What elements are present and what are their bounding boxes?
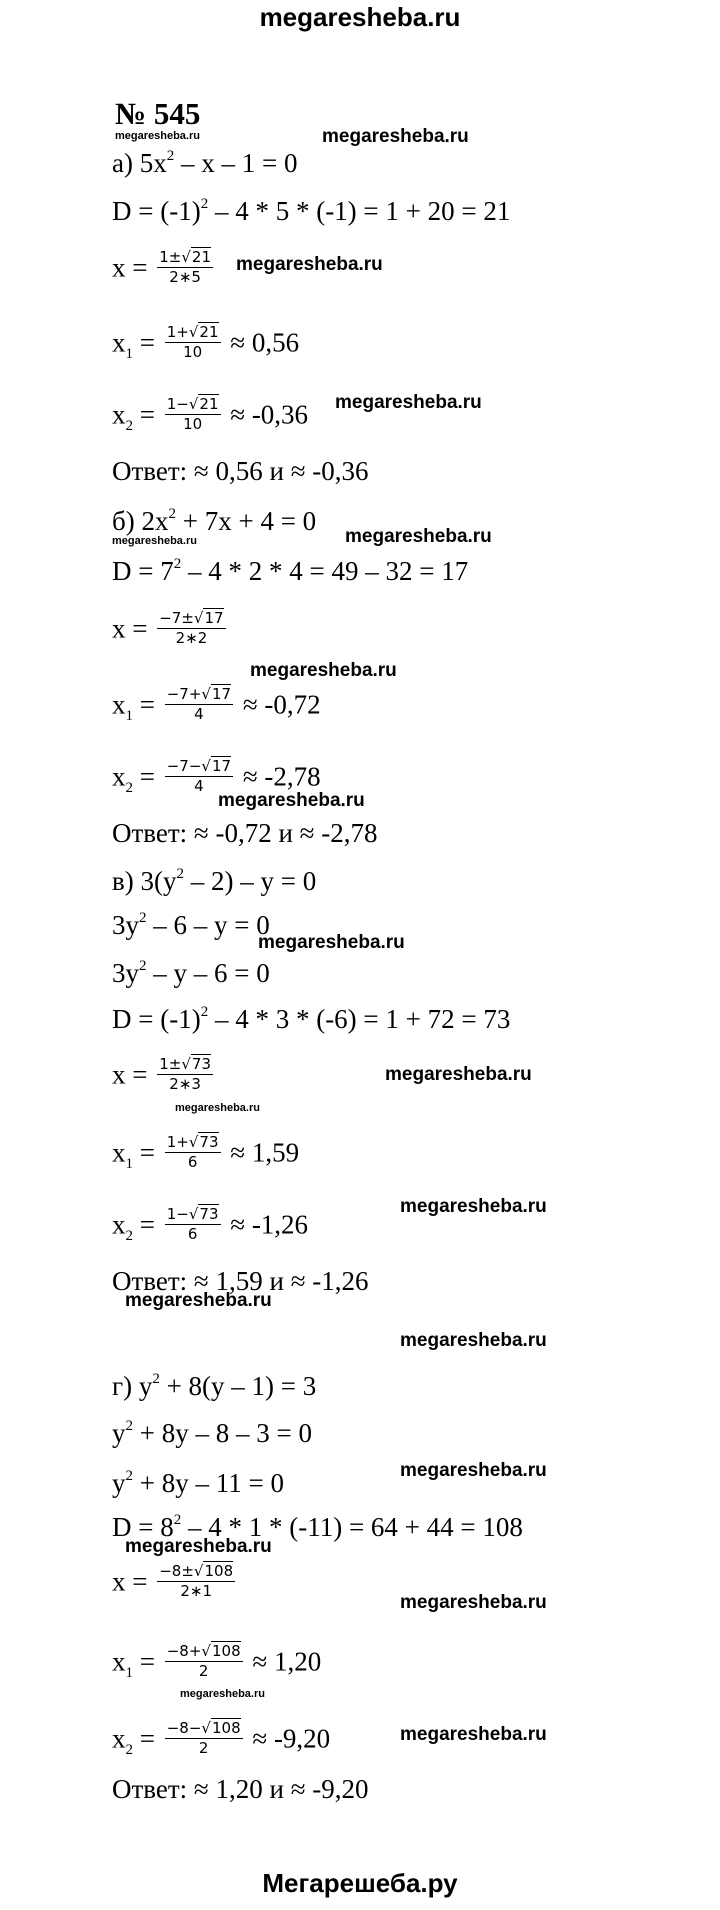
part-b-x1: $x_1$ = $\frac{-7+√17}{4}$ ≈ -0,72 [112,685,321,724]
fraction: $\frac{-7\pm√17}{2∗2}$ [159,609,224,647]
part-c-step2: $3y^2 - y - 6 = 0$ [112,958,270,988]
fraction: $\frac{-7-√17}{4}$ [166,757,232,795]
watermark: megaresheba.ru [345,526,492,547]
part-b-x: x = $\frac{-7\pm√17}{2∗2}$ [112,609,224,647]
part-d-x2: $x_2$ = $\frac{-8-√108}{2}$ ≈ -9,20 [112,1719,331,1758]
fraction: $\frac{-7+√17}{4}$ [166,685,232,723]
part-a-equation: а) $5x^2 - x - 1 = 0$ [112,148,298,178]
watermark: megaresheba.ru [250,660,397,681]
part-c-step1: $3y^2 - 6 - y = 0$ [112,910,270,940]
watermark: megaresheba.ru [400,1330,547,1351]
watermark: megaresheba.ru [400,1460,547,1481]
watermark: megaresheba.ru [385,1064,532,1085]
part-d-step2: $y^2 + 8y - 11 = 0$ [112,1468,284,1498]
part-d-equation: г) $y^2 + 8(y - 1) = 3$ [112,1371,317,1401]
part-c-x1: $x_1$ = $\frac{1+√73}{6}$ ≈ 1,59 [112,1133,300,1172]
fraction: $\frac{1+√21}{10}$ [166,323,219,361]
fraction: $\frac{-8-√108}{2}$ [166,1719,241,1757]
part-a-answer: Ответ: ≈ 0,56 и ≈ -0,36 [112,456,369,486]
watermark: megaresheba.ru [180,1688,265,1700]
fraction: $\frac{1+√73}{6}$ [166,1133,219,1171]
watermark: megaresheba.ru [400,1592,547,1613]
watermark: megaresheba.ru [258,932,405,953]
fraction: $\frac{-8\pm√108}{2∗1}$ [159,1562,234,1600]
part-a-discriminant: $D = (-1)^2 - 4 * 5 * (-1) = 1 + 20 = 21$ [112,196,511,226]
fraction: $\frac{1-√73}{6}$ [166,1205,219,1243]
part-d-discriminant: $D = 8^2 - 4 * 1 * (-11) = 64 + 44 = 108$ [112,1512,523,1542]
watermark: megaresheba.ru [125,1536,272,1557]
part-c-x2: $x_2$ = $\frac{1-√73}{6}$ ≈ -1,26 [112,1205,309,1244]
part-a-x1: $x_1$ = $\frac{1+√21}{10}$ ≈ 0,56 [112,323,300,362]
watermark: megaresheba.ru [335,392,482,413]
part-d-x: x = $\frac{-8\pm√108}{2∗1}$ [112,1562,234,1600]
site-footer: Мегарешеба.ру [262,1868,458,1898]
part-b-x2: $x_2$ = $\frac{-7-√17}{4}$ ≈ -2,78 [112,757,321,796]
task-number: № 545 [115,96,201,131]
fraction: $\frac{1\pm√21}{2∗5}$ [159,248,211,286]
part-c-equation: в) $3(y^2 - 2) - y = 0$ [112,866,317,896]
site-header: megaresheba.ru [259,2,461,32]
part-d-answer: Ответ: ≈ 1,20 и ≈ -9,20 [112,1774,369,1804]
part-c-discriminant: $D = (-1)^2 - 4 * 3 * (-6) = 1 + 72 = 73$ [112,1004,511,1034]
fraction: $\frac{-8+√108}{2}$ [166,1642,241,1680]
watermark: megaresheba.ru [400,1724,547,1745]
watermark: megaresheba.ru [115,130,200,142]
part-b-answer: Ответ: ≈ -0,72 и ≈ -2,78 [112,818,378,848]
part-d-step1: $y^2 + 8y - 8 - 3 = 0$ [112,1418,312,1448]
part-a-x2: $x_2$ = $\frac{1-√21}{10}$ ≈ -0,36 [112,395,309,434]
watermark: megaresheba.ru [112,535,197,547]
fraction: $\frac{1-√21}{10}$ [166,395,219,433]
watermark: megaresheba.ru [236,254,383,275]
watermark: megaresheba.ru [322,126,469,147]
part-a-x: x = $\frac{1\pm√21}{2∗5}$ [112,248,211,286]
watermark: megaresheba.ru [175,1102,260,1114]
watermark: megaresheba.ru [400,1196,547,1217]
part-c-x: x = $\frac{1\pm√73}{2∗3}$ [112,1055,211,1093]
fraction: $\frac{1\pm√73}{2∗3}$ [159,1055,211,1093]
watermark: megaresheba.ru [218,790,365,811]
part-d-x1: $x_1$ = $\frac{-8+√108}{2}$ ≈ 1,20 [112,1642,322,1681]
part-b-discriminant: $D = 7^2 - 4 * 2 * 4 = 49 - 32 = 17$ [112,556,469,586]
part-b-equation: б) $2x^2 + 7x + 4 = 0$ [112,506,317,536]
watermark: megaresheba.ru [125,1290,272,1311]
part-c-answer: Ответ: ≈ 1,59 и ≈ -1,26 [112,1266,369,1296]
